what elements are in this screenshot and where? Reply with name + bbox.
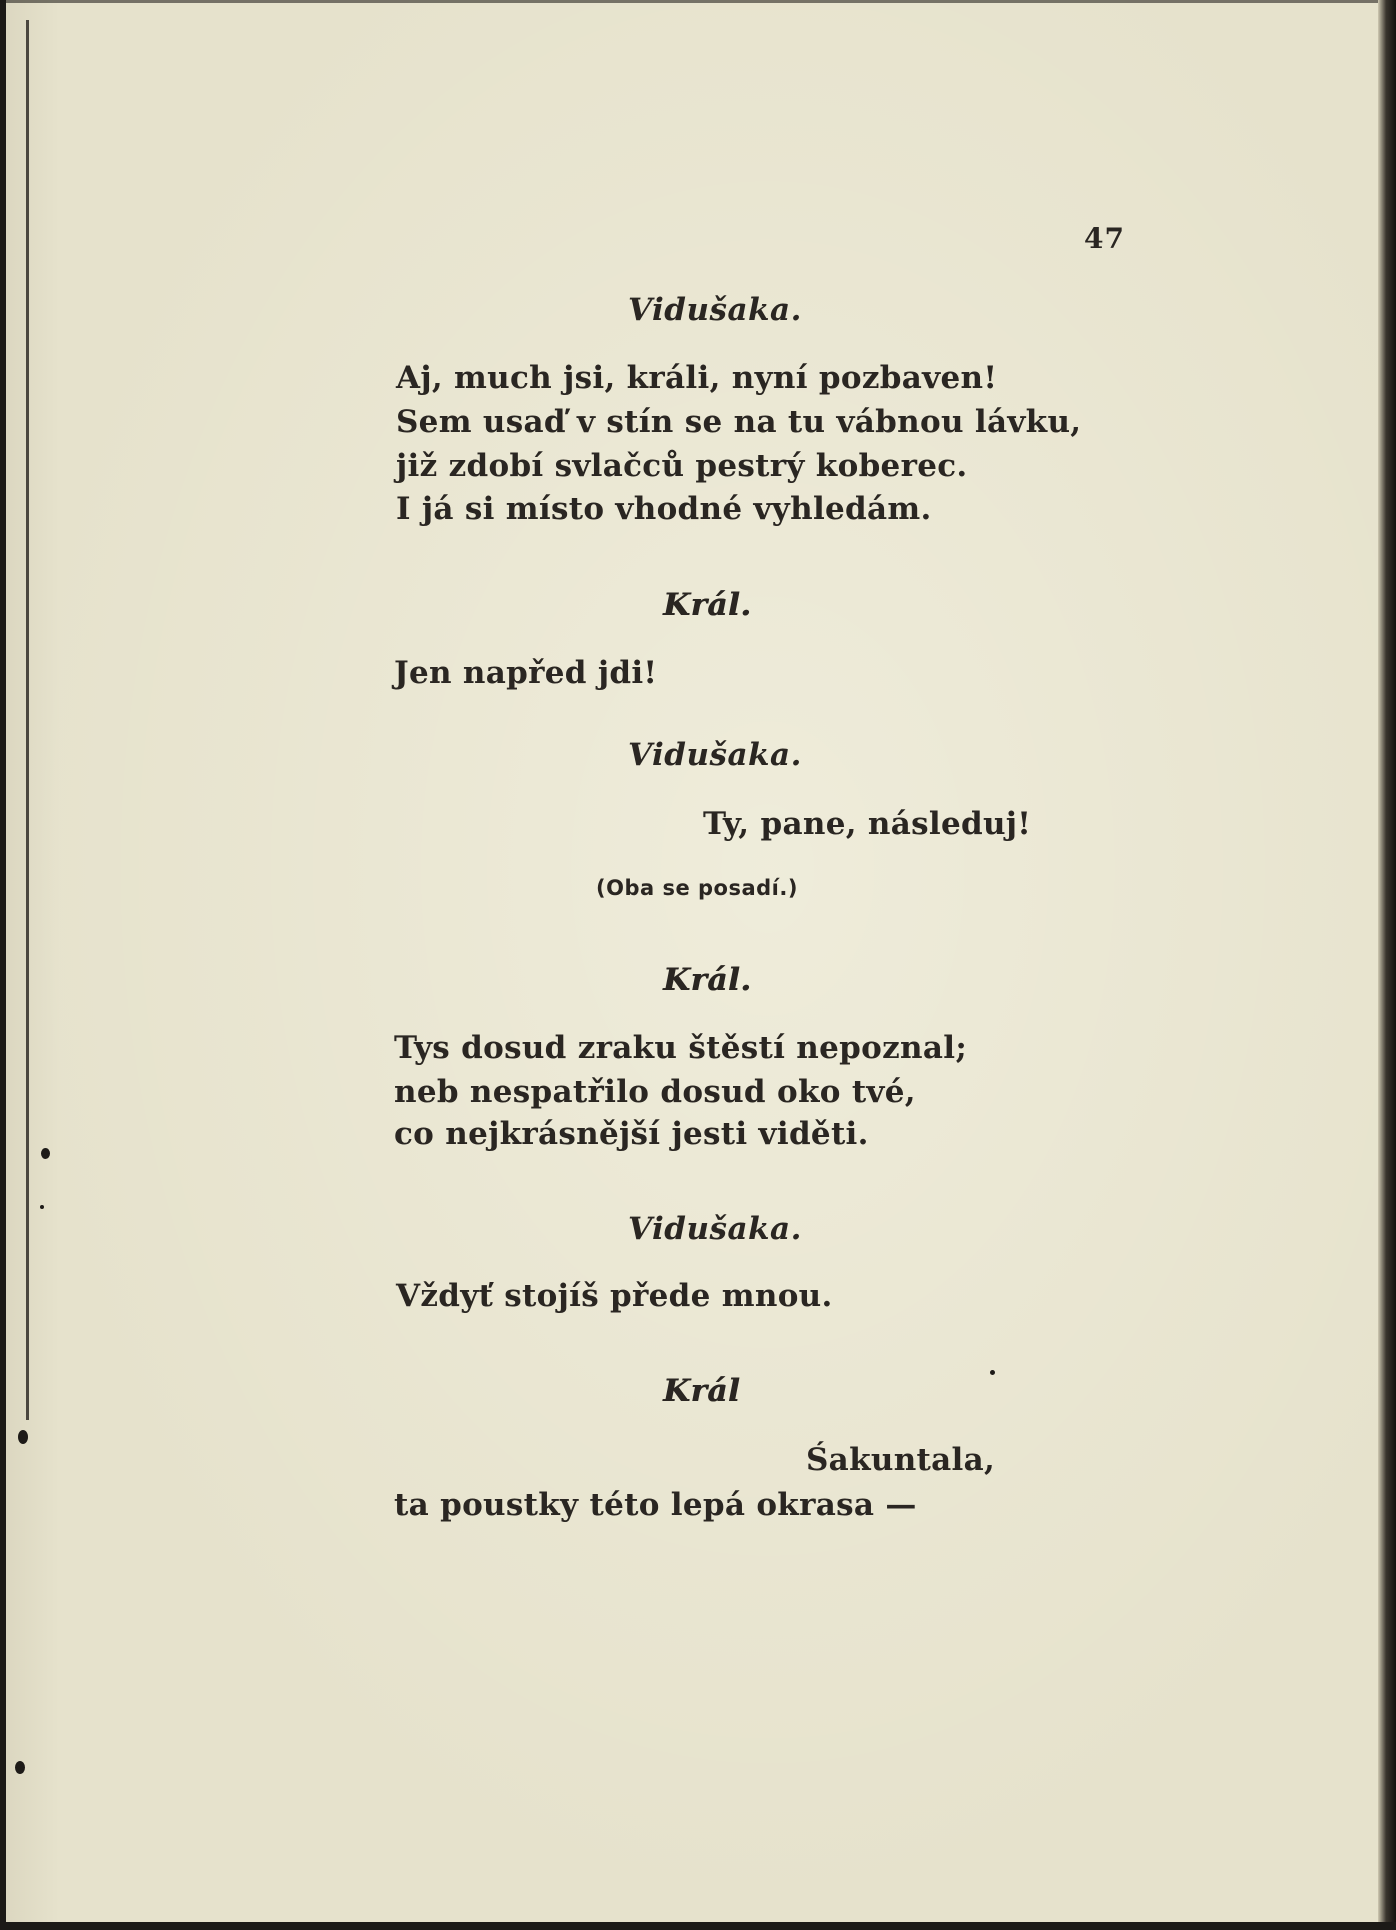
- scan-edge-right: [1378, 0, 1396, 1930]
- verse-line: ta poustky této lepá okrasa —: [394, 1487, 917, 1523]
- verse-line: Sem usaď v stín se na tu vábnou lávku,: [396, 404, 1082, 440]
- ink-speck: [15, 1761, 25, 1774]
- stage-direction: (Oba se posadí.): [596, 876, 798, 900]
- verse-line: co nejkrásnější jesti viděti.: [394, 1116, 869, 1152]
- verse-line: Aj, much jsi, králi, nyní pozbaven!: [396, 360, 998, 396]
- verse-line: Ty, pane, následuj!: [703, 806, 1032, 842]
- verse-line: I já si místo vhodné vyhledám.: [396, 491, 932, 527]
- ink-speck: [41, 1148, 50, 1159]
- verse-line: Śakuntala,: [806, 1442, 996, 1478]
- scan-edge-bottom: [0, 1922, 1396, 1930]
- speaker-heading: Vidušaka.: [628, 292, 802, 328]
- scan-edge-left: [0, 0, 6, 1930]
- scan-edge-top: [0, 0, 1396, 3]
- speaker-heading: Král: [663, 1373, 741, 1409]
- verse-line: již zdobí svlačců pestrý koberec.: [396, 448, 968, 484]
- ink-speck: [990, 1370, 995, 1375]
- verse-line: Jen napřed jdi!: [394, 655, 658, 691]
- verse-line: neb nespatřilo dosud oko tvé,: [394, 1074, 916, 1110]
- page-number: 47: [1084, 222, 1125, 255]
- verse-line: Tys dosud zraku štěstí nepoznal;: [394, 1030, 968, 1066]
- speaker-heading: Vidušaka.: [628, 1211, 802, 1247]
- binding-line: [26, 20, 29, 1420]
- ink-speck: [18, 1430, 28, 1444]
- speaker-heading: Král.: [663, 587, 752, 623]
- speaker-heading: Král.: [663, 962, 752, 998]
- verse-line: Vždyť stojíš přede mnou.: [396, 1278, 833, 1314]
- ink-speck: [40, 1205, 44, 1209]
- speaker-heading: Vidušaka.: [628, 737, 802, 773]
